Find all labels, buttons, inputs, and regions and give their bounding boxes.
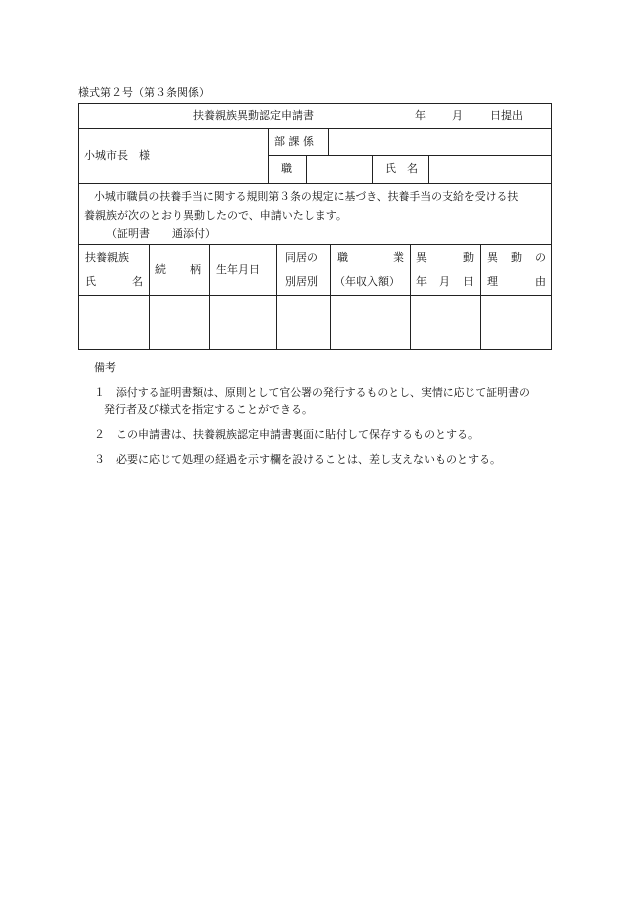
col-change-2: 動 [463,251,474,264]
note-2-number: ２ [94,428,105,441]
dept-label: 部 課 係 [274,135,314,148]
col-change-month: 月 [439,275,450,288]
col-divider [410,244,411,350]
note-2-text: この申請書は、扶養親族認定申請書裏面に貼付して保存するものとする。 [116,428,479,441]
col-reason-3: の [535,251,546,264]
col-divider [372,155,373,183]
name-label: 氏 名 [385,162,418,175]
col-divider [306,155,307,183]
col-divider [428,155,429,183]
addressee: 小城市長 様 [84,149,150,162]
month-label: 月 [452,109,463,122]
col-occupation-2: 業 [393,251,404,264]
form-number: 様式第２号（第３条関係） [78,86,210,99]
note-1-line-2: 発行者及び様式を指定することができる。 [104,403,313,416]
row-divider [78,183,552,184]
col-divider [149,244,150,350]
row-divider [78,128,552,129]
col-relation-2: 柄 [190,263,201,276]
col-cohabit-top: 同居の [285,251,318,264]
col-occupation-1: 職 [337,251,348,264]
col-dependent-top: 扶養親族 [85,251,129,264]
col-annual-income: （年収入額） [334,275,400,288]
col-dependent-name-2: 名 [132,275,143,288]
col-divider [330,244,331,350]
day-submit-label: 日提出 [490,109,523,122]
col-relation-1: 続 [155,263,166,276]
col-reason-5: 由 [535,275,546,288]
col-divider [480,244,481,350]
col-change-1: 異 [416,251,427,264]
col-change-year: 年 [416,275,427,288]
col-divider [328,128,329,155]
col-dependent-name-1: 氏 [85,275,96,288]
row-divider [268,155,552,156]
declaration-line-2: 養親族が次のとおり異動したので、申請いたします。 [84,209,347,222]
note-1-number: １ [94,386,105,399]
col-divider [209,244,210,350]
col-reason-2: 動 [511,251,522,264]
note-1-line-1: 添付する証明書類は、原則として官公署の発行するものとし、実情に応じて証明書の [116,386,530,399]
year-label: 年 [415,109,426,122]
col-divider [276,244,277,350]
position-label: 職 [281,162,292,175]
col-reason-4: 理 [487,275,498,288]
col-birthdate: 生年月日 [216,263,260,276]
form-title: 扶養親族異動認定申請書 [193,109,314,122]
notes-heading: 備考 [94,361,116,374]
col-divider [268,128,269,183]
note-3-number: ３ [94,453,105,466]
col-change-day: 日 [463,275,474,288]
col-reason-1: 異 [487,251,498,264]
note-3-text: 必要に応じて処理の経過を示す欄を設けることは、差し支えないものとする。 [116,453,501,466]
attachment-count: （証明書 通添付） [106,227,216,240]
declaration-line-1: 小城市職員の扶養手当に関する規則第３条の規定に基づき、扶養手当の支給を受ける扶 [94,190,519,203]
col-cohabit-bottom: 別居別 [285,275,318,288]
